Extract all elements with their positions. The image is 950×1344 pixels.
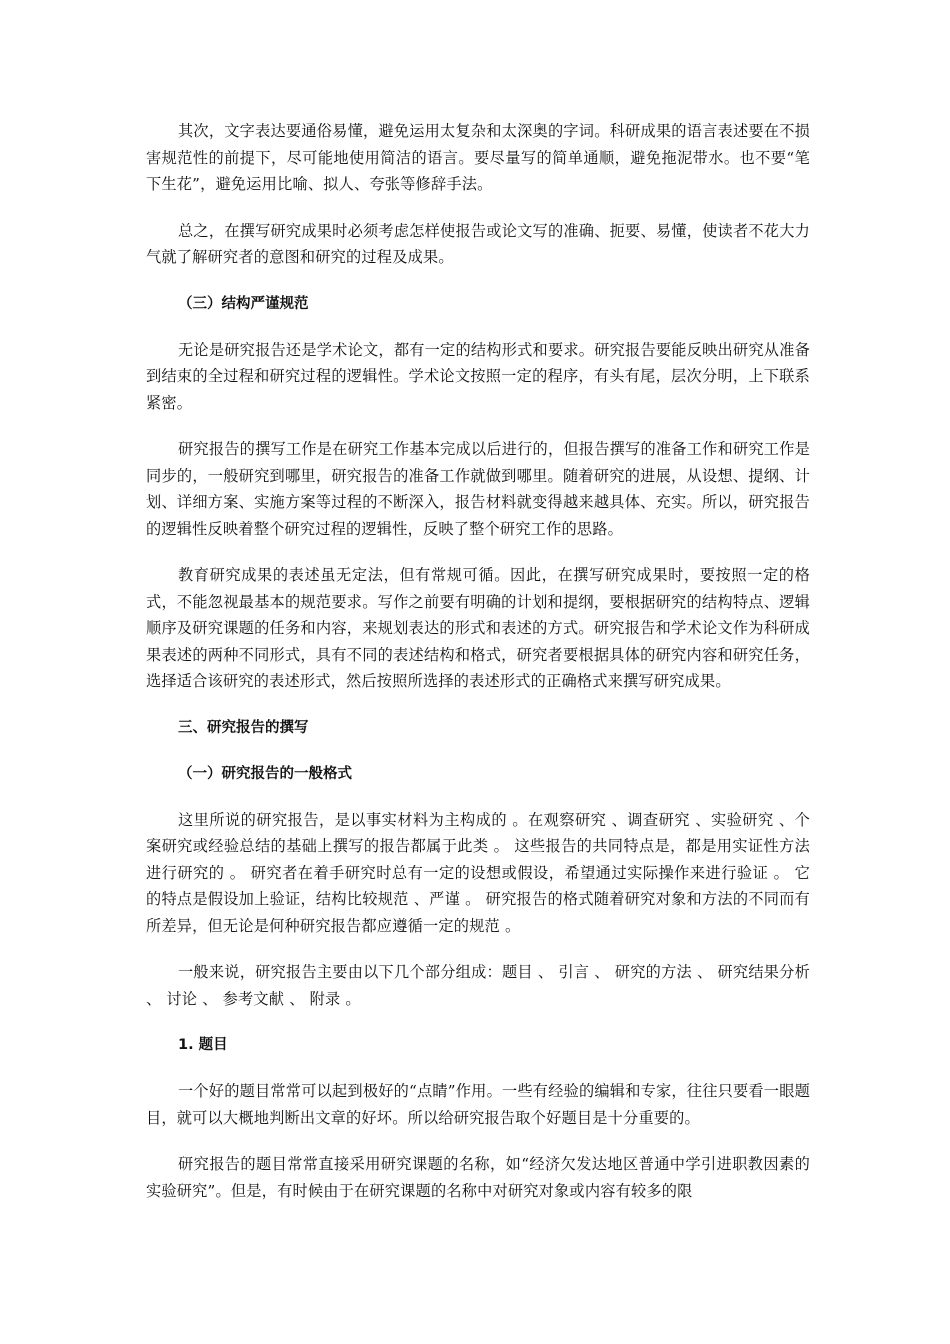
heading-title: 1. 题目	[178, 1037, 228, 1053]
paragraph-education-research-expression: 教育研究成果的表述虽无定法，但有常规可循。因此，在撰写研究成果时，要按照一定的格式，不能忽视最基本的规范要求。写作之前要有明确的计划和提纲，要根据研究的结构特点、逻辑顺序及研究课题的任务和内容，来规划表达的形式和表述的方式。研究报告和学术论文作为科研成果表述的两种不同形式，具有不同的表述结构和格式，研究者要根据具体的研究内容和研究任务，选择适合该研究的表述形式，然后按照所选择的表述形式的正确格式来撰写研究成果。	[146, 566, 810, 690]
paragraph-report-writing-work: 研究报告的撰写工作是在研究工作基本完成以后进行的，但报告撰写的准备工作和研究工作是同步的，一般研究到哪里，研究报告的准备工作就做到哪里。随着研究的进展，从设想、提纲、计划、详细方案、实施方案等过程的不断深入，报告材料就变得越来越具体、充实。所以，研究报告的逻辑性反映着整个研究过程的逻辑性，反映了整个研究工作的思路。	[146, 440, 810, 538]
heading-research-report-writing: 三、研究报告的撰写	[178, 719, 309, 736]
paragraph-good-title: 一个好的题目常常可以起到极好的“点睛”作用。一些有经验的编辑和专家，往往只要看一眼题目，就可以大概地判断出文章的好坏。所以给研究报告取个好题目是十分重要的。	[146, 1082, 810, 1127]
paragraph-language-plain: 其次，文字表达要通俗易懂，避免运用太复杂和太深奥的字词。科研成果的语言表述要在不损害规范性的前提下，尽可能地使用简洁的语言。要尽量写的简单通顺，避免拖泥带水。也不要“笔下生花”，避免运用比喻、拟人、夸张等修辞手法。	[146, 122, 810, 193]
paragraph-report-definition: 这里所说的研究报告，是以事实材料为主构成的 。在观察研究 、调查研究 、实验研究 、个案研究或经验总结的基础上撰写的报告都属于此类 。 这些报告的共同特点是，都是用实证性方法进行研究的 。 研究者在着手研究时总有一定的设想或假设，希望通过实际操作来进行验证 。 它的特点是假设加上验证，结构比较规范 、严谨 。 研究报告的格式随着研究对象和方法的不同而有所差异，但无论是何种研究报告都应遵循一定的规范 。	[146, 810, 810, 935]
paragraph-structure-form: 无论是研究报告还是学术论文，都有一定的结构形式和要求。研究报告要能反映出研究从准备到结束的全过程和研究过程的逻辑性。学术论文按照一定的程序，有头有尾，层次分明，上下联系紧密。	[146, 340, 810, 412]
heading-structure-rigorous: （三）结构严谨规范	[178, 295, 309, 312]
heading-general-format: （一）研究报告的一般格式	[178, 765, 352, 782]
document-page	[146, 118, 810, 1224]
paragraph-summary: 总之，在撰写研究成果时必须考虑怎样使报告或论文写的准确、扼要、易懂，使读者不花大力气就了解研究者的意图和研究的过程及成果。	[146, 221, 810, 266]
paragraph-title-naming: 研究报告的题目常常直接采用研究课题的名称，如“经济欠发达地区普通中学引进职教因素的实验研究”。但是，有时候由于在研究课题的名称中对研究对象或内容有较多的限	[146, 1155, 810, 1200]
paragraph-report-components: 一般来说，研究报告主要由以下几个部分组成：题目 、 引言 、 研究的方法 、 研究结果分析 、 讨论 、 参考文献 、 附录 。	[146, 963, 810, 1008]
